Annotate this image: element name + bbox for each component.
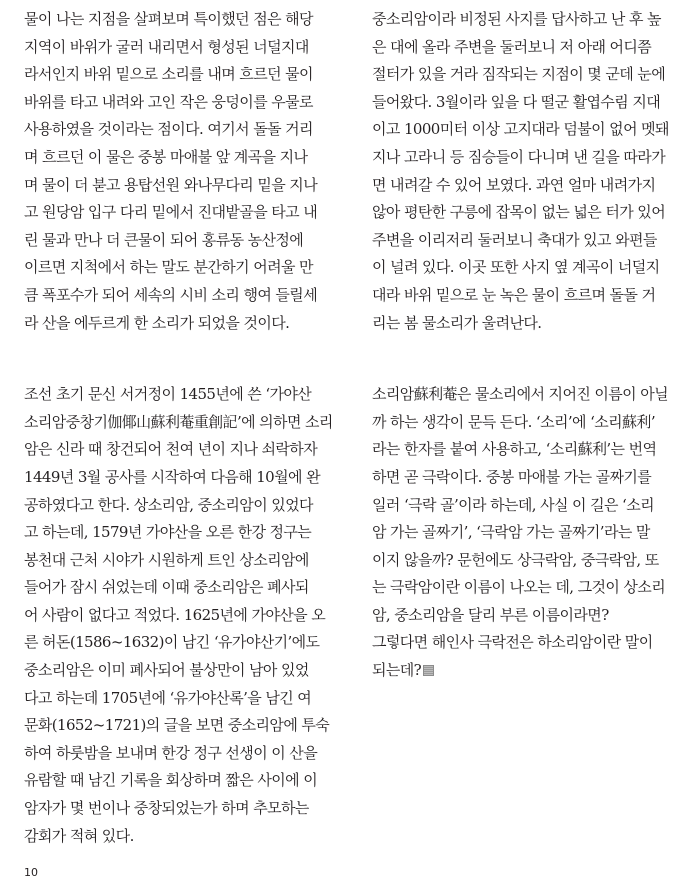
text-line: 절터가 있을 거라 짐작되는 지점이 몇 군데 눈에 [372, 65, 666, 84]
text-line: 감회가 적혀 있다. [24, 826, 134, 845]
text-line: 이지 않을까? 문헌에도 상극락암, 중극락암, 또 [372, 550, 659, 569]
text-line: 암자가 몇 번이나 중창되었는가 하며 추모하는 [24, 799, 309, 818]
right-column [372, 6, 677, 685]
text-line: 지나 고라니 등 짐승들이 다니며 낸 길을 따라가 [372, 147, 666, 166]
text-line: 문화(1652~1721)의 글을 보면 중소리암에 투숙 [24, 716, 330, 735]
text-line: 이고 1000미터 이상 고지대라 덤불이 없어 멧돼 [372, 120, 669, 139]
text-line: 대라 바위 밑으로 눈 녹은 물이 흐르며 돌돌 거 [372, 285, 656, 304]
text-line: 이 널려 있다. 이곳 또한 사지 옆 계곡이 너덜지 [372, 258, 660, 277]
text-line: 들어왔다. 3월이라 잎을 다 떨군 활엽수림 지대 [372, 92, 661, 111]
text-line: 사용하였을 것이라는 점이다. 여기서 돌돌 거리 [24, 120, 313, 139]
text-line: 공하였다고 한다. 상소리암, 중소리암이 있었다 [24, 495, 313, 514]
text-line-last-content: 되는데? [372, 661, 422, 680]
text-line: 하여 하룻밤을 보내며 한강 정구 선생이 이 산을 [24, 743, 318, 762]
text-line: 면 내려갈 수 있어 보였다. 과연 얼마 내려가지 [372, 175, 656, 194]
text-line: 는 극락암이란 이름이 나오는 데, 그것이 상소리 [372, 578, 666, 597]
text-line: 암은 신라 때 창건되어 천여 년이 지나 쇠락하자 [24, 440, 318, 459]
paragraph-name-origin [372, 381, 677, 685]
text-line: 다고 하는데 1705년에 ‘유가야산록’을 남긴 여 [24, 688, 312, 707]
text-line: 며 물이 더 붇고 용탑선원 와나무다리 밑을 지나 [24, 175, 318, 194]
paragraph-spacer [372, 337, 677, 381]
text-line: 중소리암은 이미 폐사되어 불상만이 남아 있었 [24, 661, 309, 680]
text-line: 며 흐르던 이 물은 중봉 마애불 앞 계곡을 지나 [24, 147, 308, 166]
paragraph-history [24, 381, 333, 850]
text-line: 리는 봄 물소리가 울려난다. [372, 313, 542, 332]
left-column [24, 6, 333, 850]
text-line: 일러 ‘극락 골’이라 하는데, 사실 이 길은 ‘소리 [372, 495, 654, 514]
text-line: 하면 곧 극락이다. 중봉 마애불 가는 골짜기를 [372, 467, 652, 486]
text-line: 까 하는 생각이 문득 든다. ‘소리’에 ‘소리蘇利’ [372, 412, 656, 431]
text-line: 암 가는 골짜기’, ‘극락암 가는 골짜기’라는 말 [372, 523, 650, 542]
text-line: 지역이 바위가 굴러 내리면서 형성된 너덜지대 [24, 37, 309, 56]
text-line: 른 허돈(1586~1632)이 남긴 ‘유가야산기’에도 [24, 633, 320, 652]
text-line: 라 산을 에두르게 한 소리가 되었을 것이다. [24, 313, 290, 332]
text-line: 고 원당암 입구 다리 밑에서 진대밭골을 타고 내 [24, 203, 318, 222]
page-number: 10 [24, 866, 38, 879]
text-line: 유람할 때 남긴 기록을 회상하며 짧은 사이에 이 [24, 771, 318, 790]
text-line: 라는 한자를 붙여 사용하고, ‘소리蘇利’는 번역 [372, 440, 657, 459]
text-line: 주변을 이리저리 둘러보니 축대가 있고 와편들 [372, 230, 657, 249]
text-line: 그렇다면 해인사 극락전은 하소리암이란 말이 [372, 633, 653, 652]
text-line: 은 대에 올라 주변을 둘러보니 저 아래 어디쯤 [372, 37, 652, 56]
paragraph-spacer [24, 337, 329, 381]
text-line: 큼 폭포수가 되어 세속의 시비 소리 행여 들릴세 [24, 285, 318, 304]
text-line: 암, 중소리암을 달리 부른 이름이라면? [372, 605, 609, 624]
text-line: 어 사람이 없다고 적었다. 1625년에 가야산을 오 [24, 605, 326, 624]
text-line: 고 하는데, 1579년 가야산을 오른 한강 정구는 [24, 523, 312, 542]
text-line: 들어가 잠시 쉬었는데 이때 중소리암은 폐사되 [24, 578, 309, 597]
text-line: 소리암蘇利菴은 물소리에서 지어진 이름이 아닐 [372, 385, 669, 404]
text-line: 1449년 3월 공사를 시작하여 다음해 10월에 완 [24, 467, 320, 486]
text-line: 중소리암이라 비정된 사지를 답사하고 난 후 높 [372, 10, 661, 28]
text-line: 라서인지 바위 밑으로 소리를 내며 흐르던 물이 [24, 65, 313, 84]
text-line: 않아 평탄한 구릉에 잡목이 없는 넓은 터가 있어 [372, 203, 666, 222]
text-line: 린 물과 만나 더 큰물이 되어 홍류동 농산정에 [24, 230, 304, 249]
text-line: 이르면 지척에서 하는 말도 분간하기 어려울 만 [24, 258, 313, 277]
text-line: 물이 나는 지점을 살펴보며 특이했던 점은 해당 [24, 10, 313, 28]
text-line: 바위를 타고 내려와 고인 작은 웅덩이를 우물로 [24, 92, 313, 111]
paragraph-water-source [24, 6, 329, 337]
text-line-last [372, 657, 677, 685]
text-line: 봉천대 근처 시야가 시원하게 트인 상소리암에 [24, 550, 309, 569]
text-line: 소리암중창기伽倻山蘇利菴重創記’에 의하면 소리 [24, 412, 333, 431]
end-of-article-icon [423, 665, 434, 676]
paragraph-site-survey [372, 6, 677, 337]
text-line: 조선 초기 문신 서거정이 1455년에 쓴 ‘가야산 [24, 385, 312, 404]
